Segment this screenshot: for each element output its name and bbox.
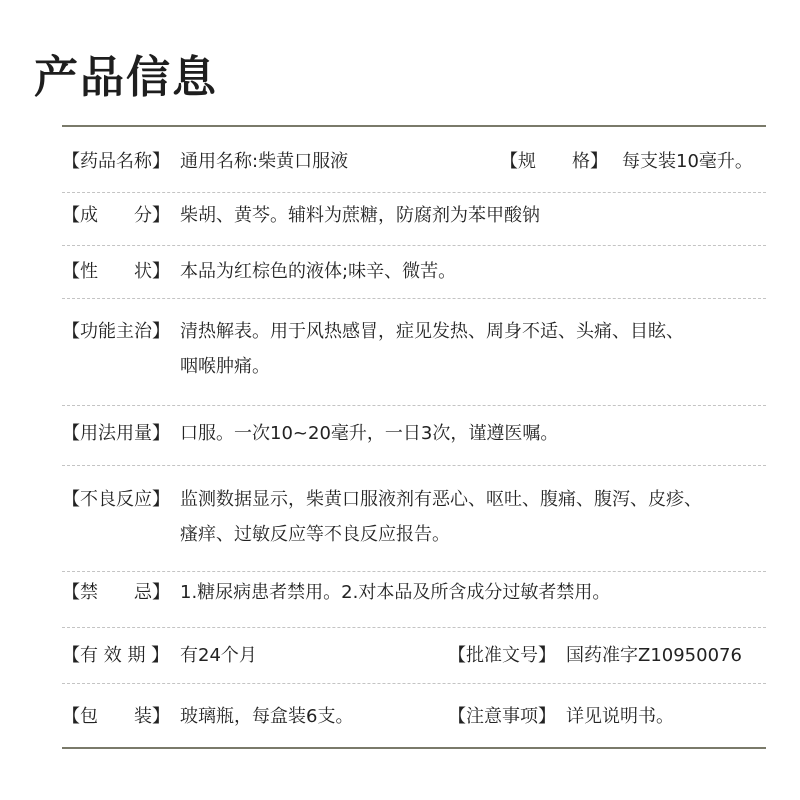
row-separator bbox=[62, 683, 766, 684]
value-adverse-line1: 监测数据显示，柴黄口服液剂有恶心、呕吐、腹痛、腹泻、皮疹、 bbox=[180, 489, 702, 510]
row-separator bbox=[62, 405, 766, 406]
value-validity: 有24个月 bbox=[180, 645, 257, 666]
label-dosage: 【用法用量】 bbox=[62, 423, 170, 444]
label-adverse: 【不良反应】 bbox=[62, 489, 170, 510]
label-precautions: 【注意事项】 bbox=[448, 706, 556, 727]
label-approval-number: 【批准文号】 bbox=[448, 645, 556, 666]
row-separator bbox=[62, 465, 766, 466]
row-separator bbox=[62, 627, 766, 628]
top-divider bbox=[62, 125, 766, 127]
value-adverse-line2: 瘙痒、过敏反应等不良反应报告。 bbox=[180, 524, 450, 545]
page-title: 产品信息 bbox=[34, 52, 218, 103]
label-indications: 【功能主治】 bbox=[62, 321, 170, 342]
label-drug-name: 【药品名称】 bbox=[62, 151, 170, 172]
row-separator bbox=[62, 192, 766, 193]
row-separator bbox=[62, 571, 766, 572]
row-separator bbox=[62, 298, 766, 299]
label-character: 【性 状】 bbox=[62, 261, 170, 282]
value-character: 本品为红棕色的液体;味辛、微苦。 bbox=[180, 261, 457, 282]
value-precautions: 详见说明书。 bbox=[566, 706, 674, 727]
label-package: 【包 装】 bbox=[62, 706, 170, 727]
value-indications-line1: 清热解表。用于风热感冒，症见发热、周身不适、头痛、目眩、 bbox=[180, 321, 684, 342]
label-ingredients: 【成 分】 bbox=[62, 205, 170, 226]
label-validity: 【有 效 期 】 bbox=[62, 645, 170, 666]
value-drug-name: 通用名称:柴黄口服液 bbox=[180, 151, 349, 172]
value-contraindications: 1.糖尿病患者禁用。2.对本品及所含成分过敏者禁用。 bbox=[180, 582, 611, 603]
label-spec: 【规 格】 bbox=[500, 151, 608, 172]
value-approval-number: 国药准字Z10950076 bbox=[566, 645, 742, 666]
value-spec: 每支装10毫升。 bbox=[622, 151, 753, 172]
value-ingredients: 柴胡、黄芩。辅料为蔗糖，防腐剂为苯甲酸钠 bbox=[180, 205, 540, 226]
row-separator bbox=[62, 245, 766, 246]
bottom-divider bbox=[62, 747, 766, 749]
value-package: 玻璃瓶，每盒装6支。 bbox=[180, 706, 354, 727]
label-contraindications: 【禁 忌】 bbox=[62, 582, 170, 603]
value-indications-line2: 咽喉肿痛。 bbox=[180, 356, 270, 377]
value-dosage: 口服。一次10~20毫升，一日3次，谨遵医嘱。 bbox=[180, 423, 559, 444]
